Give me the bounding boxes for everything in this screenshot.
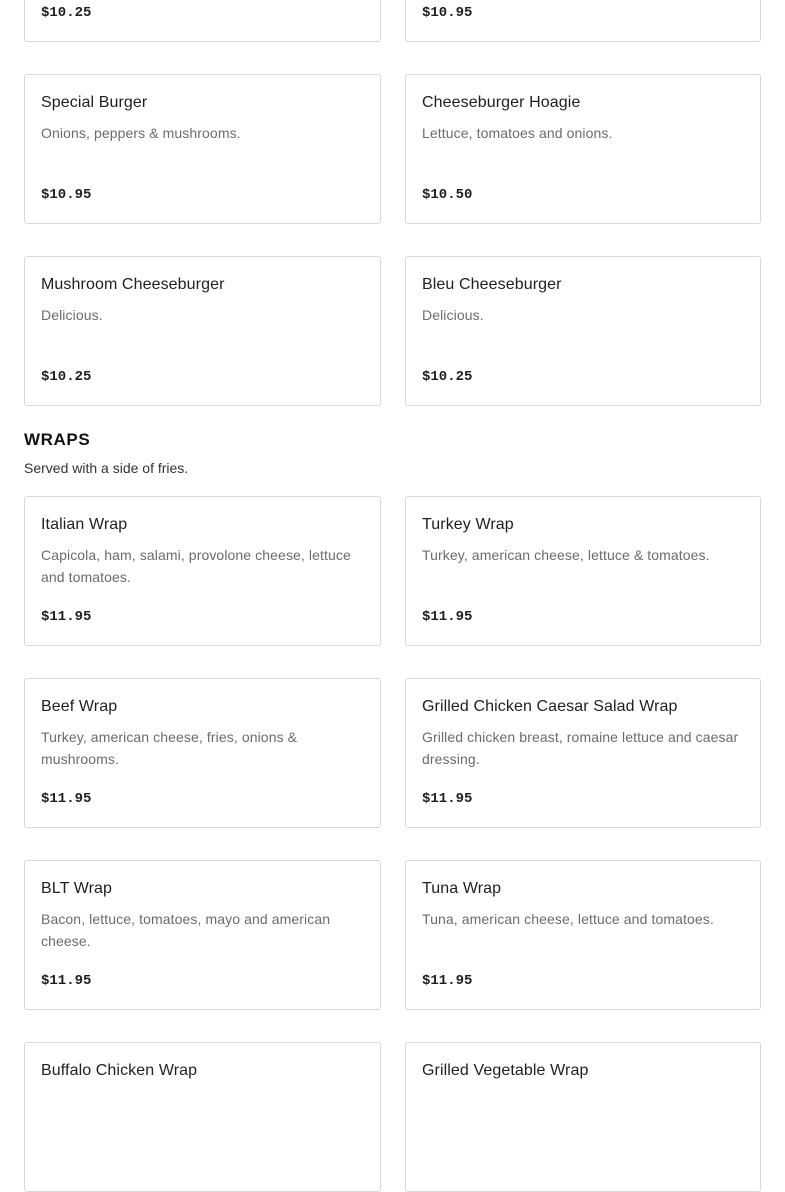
item-name: Tuna Wrap [422,880,502,897]
item-price: $11.95 [422,973,473,989]
item-price: $11.95 [41,609,92,625]
item-name: Grilled Vegetable Wrap [422,1062,589,1079]
item-description: Turkey, american cheese, lettuce & tomatoes. [422,547,710,563]
item-name: Mushroom Cheeseburger [41,276,225,293]
section-title: WRAPS [24,430,91,449]
item-description: Bacon, lettuce, tomatoes, mayo and american cheese. [41,911,331,949]
menu-item-card[interactable] [405,1042,761,1192]
menu-item-card[interactable] [24,74,381,224]
item-name: Special Burger [41,94,148,111]
item-price: $10.50 [422,187,473,203]
item-price: $10.25 [422,369,473,385]
menu-item-card[interactable] [24,0,381,42]
item-price: $11.95 [41,791,92,807]
item-price: $10.95 [422,5,473,21]
menu-item-card[interactable] [405,860,761,1010]
item-description: Onions, peppers & mushrooms. [41,125,241,141]
menu-item-card[interactable] [405,74,761,224]
item-description: Capicola, ham, salami, provolone cheese, lettuce and tomatoes. [41,547,351,585]
menu-item-card[interactable] [24,678,381,828]
menu-item-card[interactable] [405,496,761,646]
item-name: Beef Wrap [41,698,118,715]
item-price: $11.95 [422,609,473,625]
menu-item-card[interactable] [405,0,761,42]
menu-item-card[interactable] [24,256,381,406]
item-name: BLT Wrap [41,880,113,897]
menu-item-card[interactable] [405,678,761,828]
item-name: Italian Wrap [41,516,128,533]
menu-item-card[interactable] [24,1042,381,1192]
item-price: $10.25 [41,369,92,385]
item-description: Grilled chicken breast, romaine lettuce and caesar dressing. [422,729,739,767]
item-description: Delicious. [41,307,103,323]
menu-item-card[interactable] [24,860,381,1010]
item-price: $10.25 [41,5,92,21]
item-description: Lettuce, tomatoes and onions. [422,125,613,141]
menu-item-card[interactable] [24,496,381,646]
item-description: Turkey, american cheese, fries, onions & mushrooms. [41,729,298,767]
item-name: Grilled Chicken Caesar Salad Wrap [422,698,678,715]
item-description: Delicious. [422,307,484,323]
item-description: Tuna, american cheese, lettuce and tomatoes. [422,911,714,927]
item-price: $11.95 [422,791,473,807]
item-price: $10.95 [41,187,92,203]
menu-item-card[interactable] [405,256,761,406]
section-subtitle: Served with a side of fries. [24,460,189,476]
item-name: Cheeseburger Hoagie [422,94,581,111]
item-name: Turkey Wrap [422,516,514,533]
item-price: $11.95 [41,973,92,989]
item-name: Buffalo Chicken Wrap [41,1062,198,1079]
item-name: Bleu Cheeseburger [422,276,562,293]
